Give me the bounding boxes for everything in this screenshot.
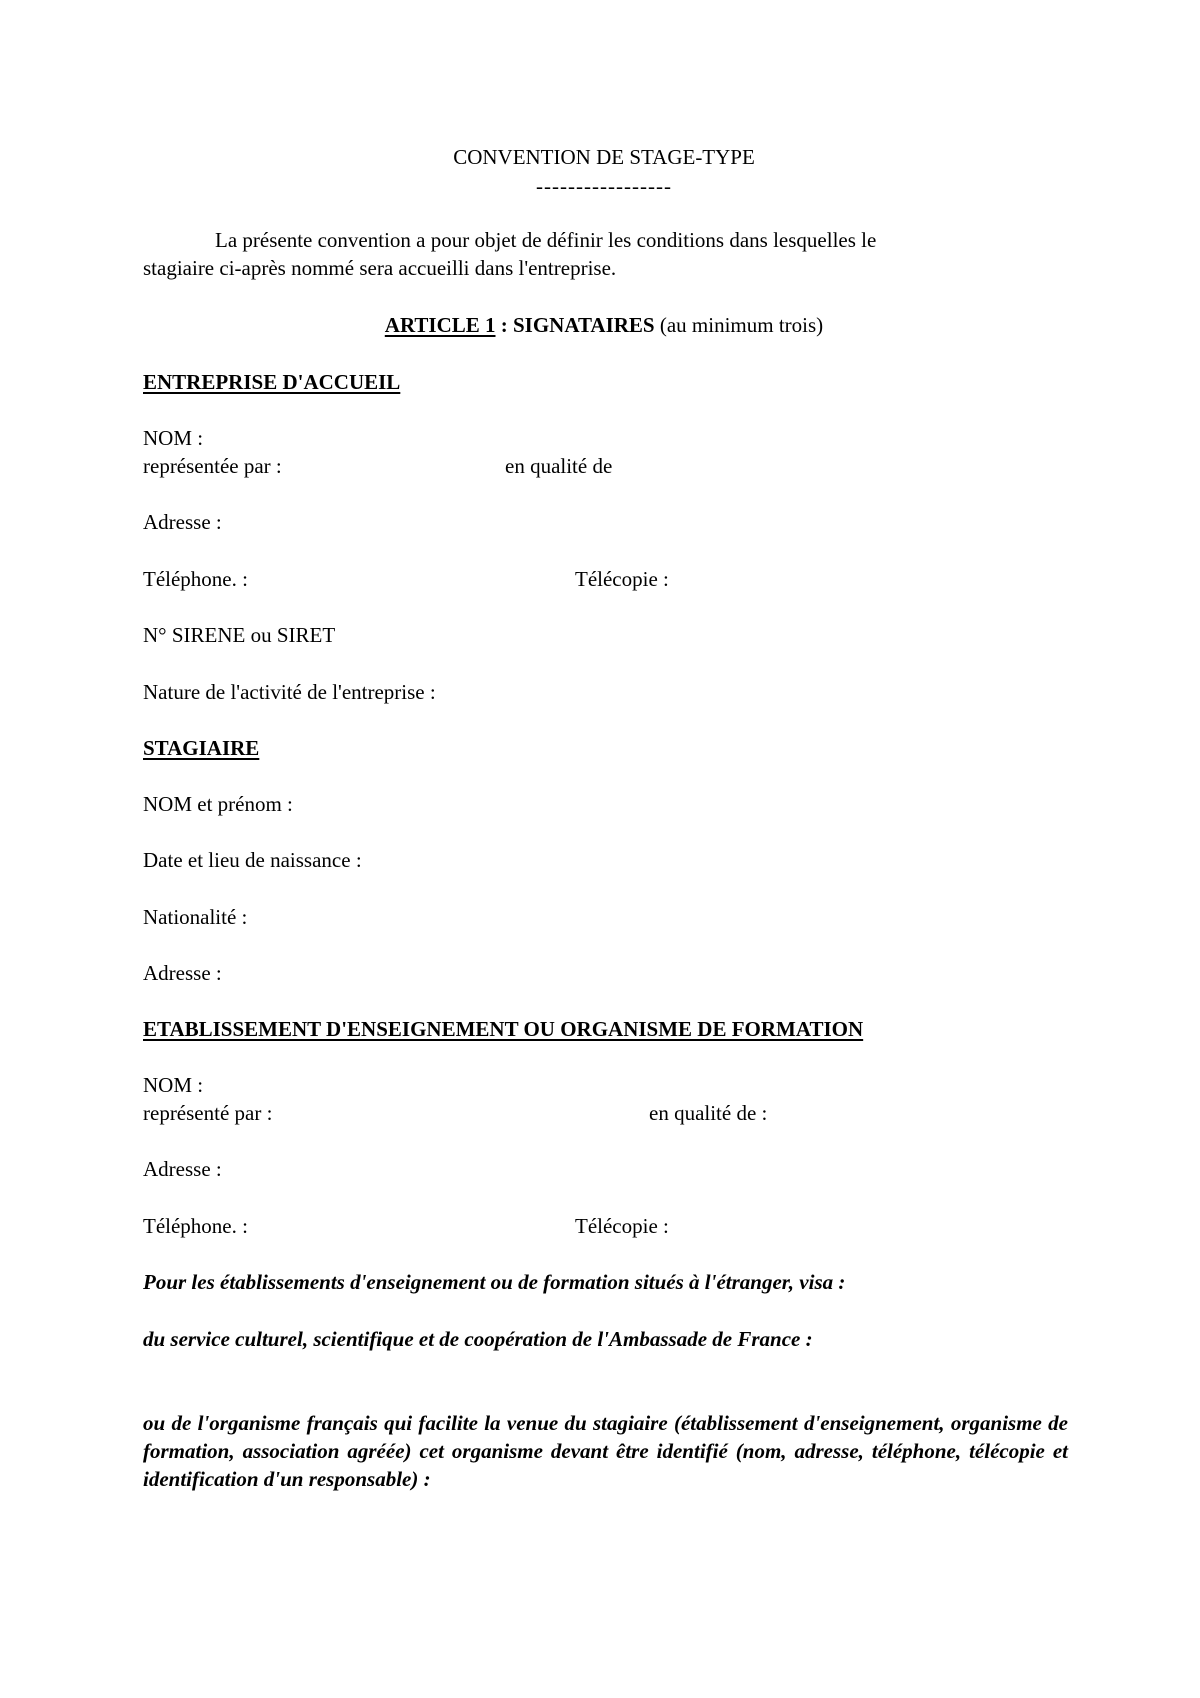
organisme-francais-paragraph: ou de l'organisme français qui facilite la venue du stagiaire (établissement d'enseignement, organisme de formation, association agréée) cet organisme devant être identifié (nom, adresse, téléphone, télécopie et identification d'un responsable) : [143,1411,1068,1491]
section-entreprise-heading: ENTREPRISE D'ACCUEIL [143,370,401,394]
section-etablissement-heading: ETABLISSEMENT D'ENSEIGNEMENT OU ORGANISME DE FORMATION [143,1017,864,1041]
intro-line-2: stagiaire ci-après nommé sera accueilli dans l'entreprise. [143,256,617,280]
stagiaire-naissance-label: Date et lieu de naissance : [143,848,362,872]
etablissement-telecopie-label: Télécopie : [575,1214,669,1238]
etranger-visa-text: Pour les établissements d'enseignement ou de formation situés à l'étranger, visa : [143,1270,846,1294]
article-1-label: ARTICLE 1 [384,313,496,337]
entreprise-sirene-label: N° SIRENE ou SIRET [143,623,336,647]
service-culturel-text: du service culturel, scientifique et de coopération de l'Ambassade de France : [143,1327,813,1351]
stagiaire-nationalite-label: Nationalité : [143,905,248,929]
entreprise-nom-label: NOM : [143,426,204,450]
stagiaire-adresse-label: Adresse : [143,961,222,985]
article-1-note: (au minimum trois) [654,313,824,337]
etablissement-telephone-label: Téléphone. : [143,1214,248,1238]
entreprise-representee-label: représentée par : [143,454,282,478]
article-1-title: SIGNATAIRES [513,313,655,337]
entreprise-telecopie-label: Télécopie : [575,567,669,591]
etablissement-adresse-label: Adresse : [143,1157,222,1181]
article-1-heading [0,311,1200,339]
document-title: CONVENTION DE STAGE-TYPE [453,145,755,169]
section-stagiaire-heading: STAGIAIRE [143,736,260,760]
etablissement-nom-label: NOM : [143,1073,204,1097]
article-1-separator: : [495,313,513,337]
entreprise-adresse-label: Adresse : [143,510,222,534]
etablissement-represente-label: représenté par : [143,1101,273,1125]
entreprise-activite-label: Nature de l'activité de l'entreprise : [143,680,436,704]
etablissement-qualite-label: en qualité de : [649,1101,768,1125]
entreprise-qualite-label: en qualité de [505,454,613,478]
intro-line-1: La présente convention a pour objet de définir les conditions dans lesquelles le [215,228,877,252]
stagiaire-nom-label: NOM et prénom : [143,792,293,816]
title-rule: ----------------- [536,174,672,198]
entreprise-telephone-label: Téléphone. : [143,567,248,591]
